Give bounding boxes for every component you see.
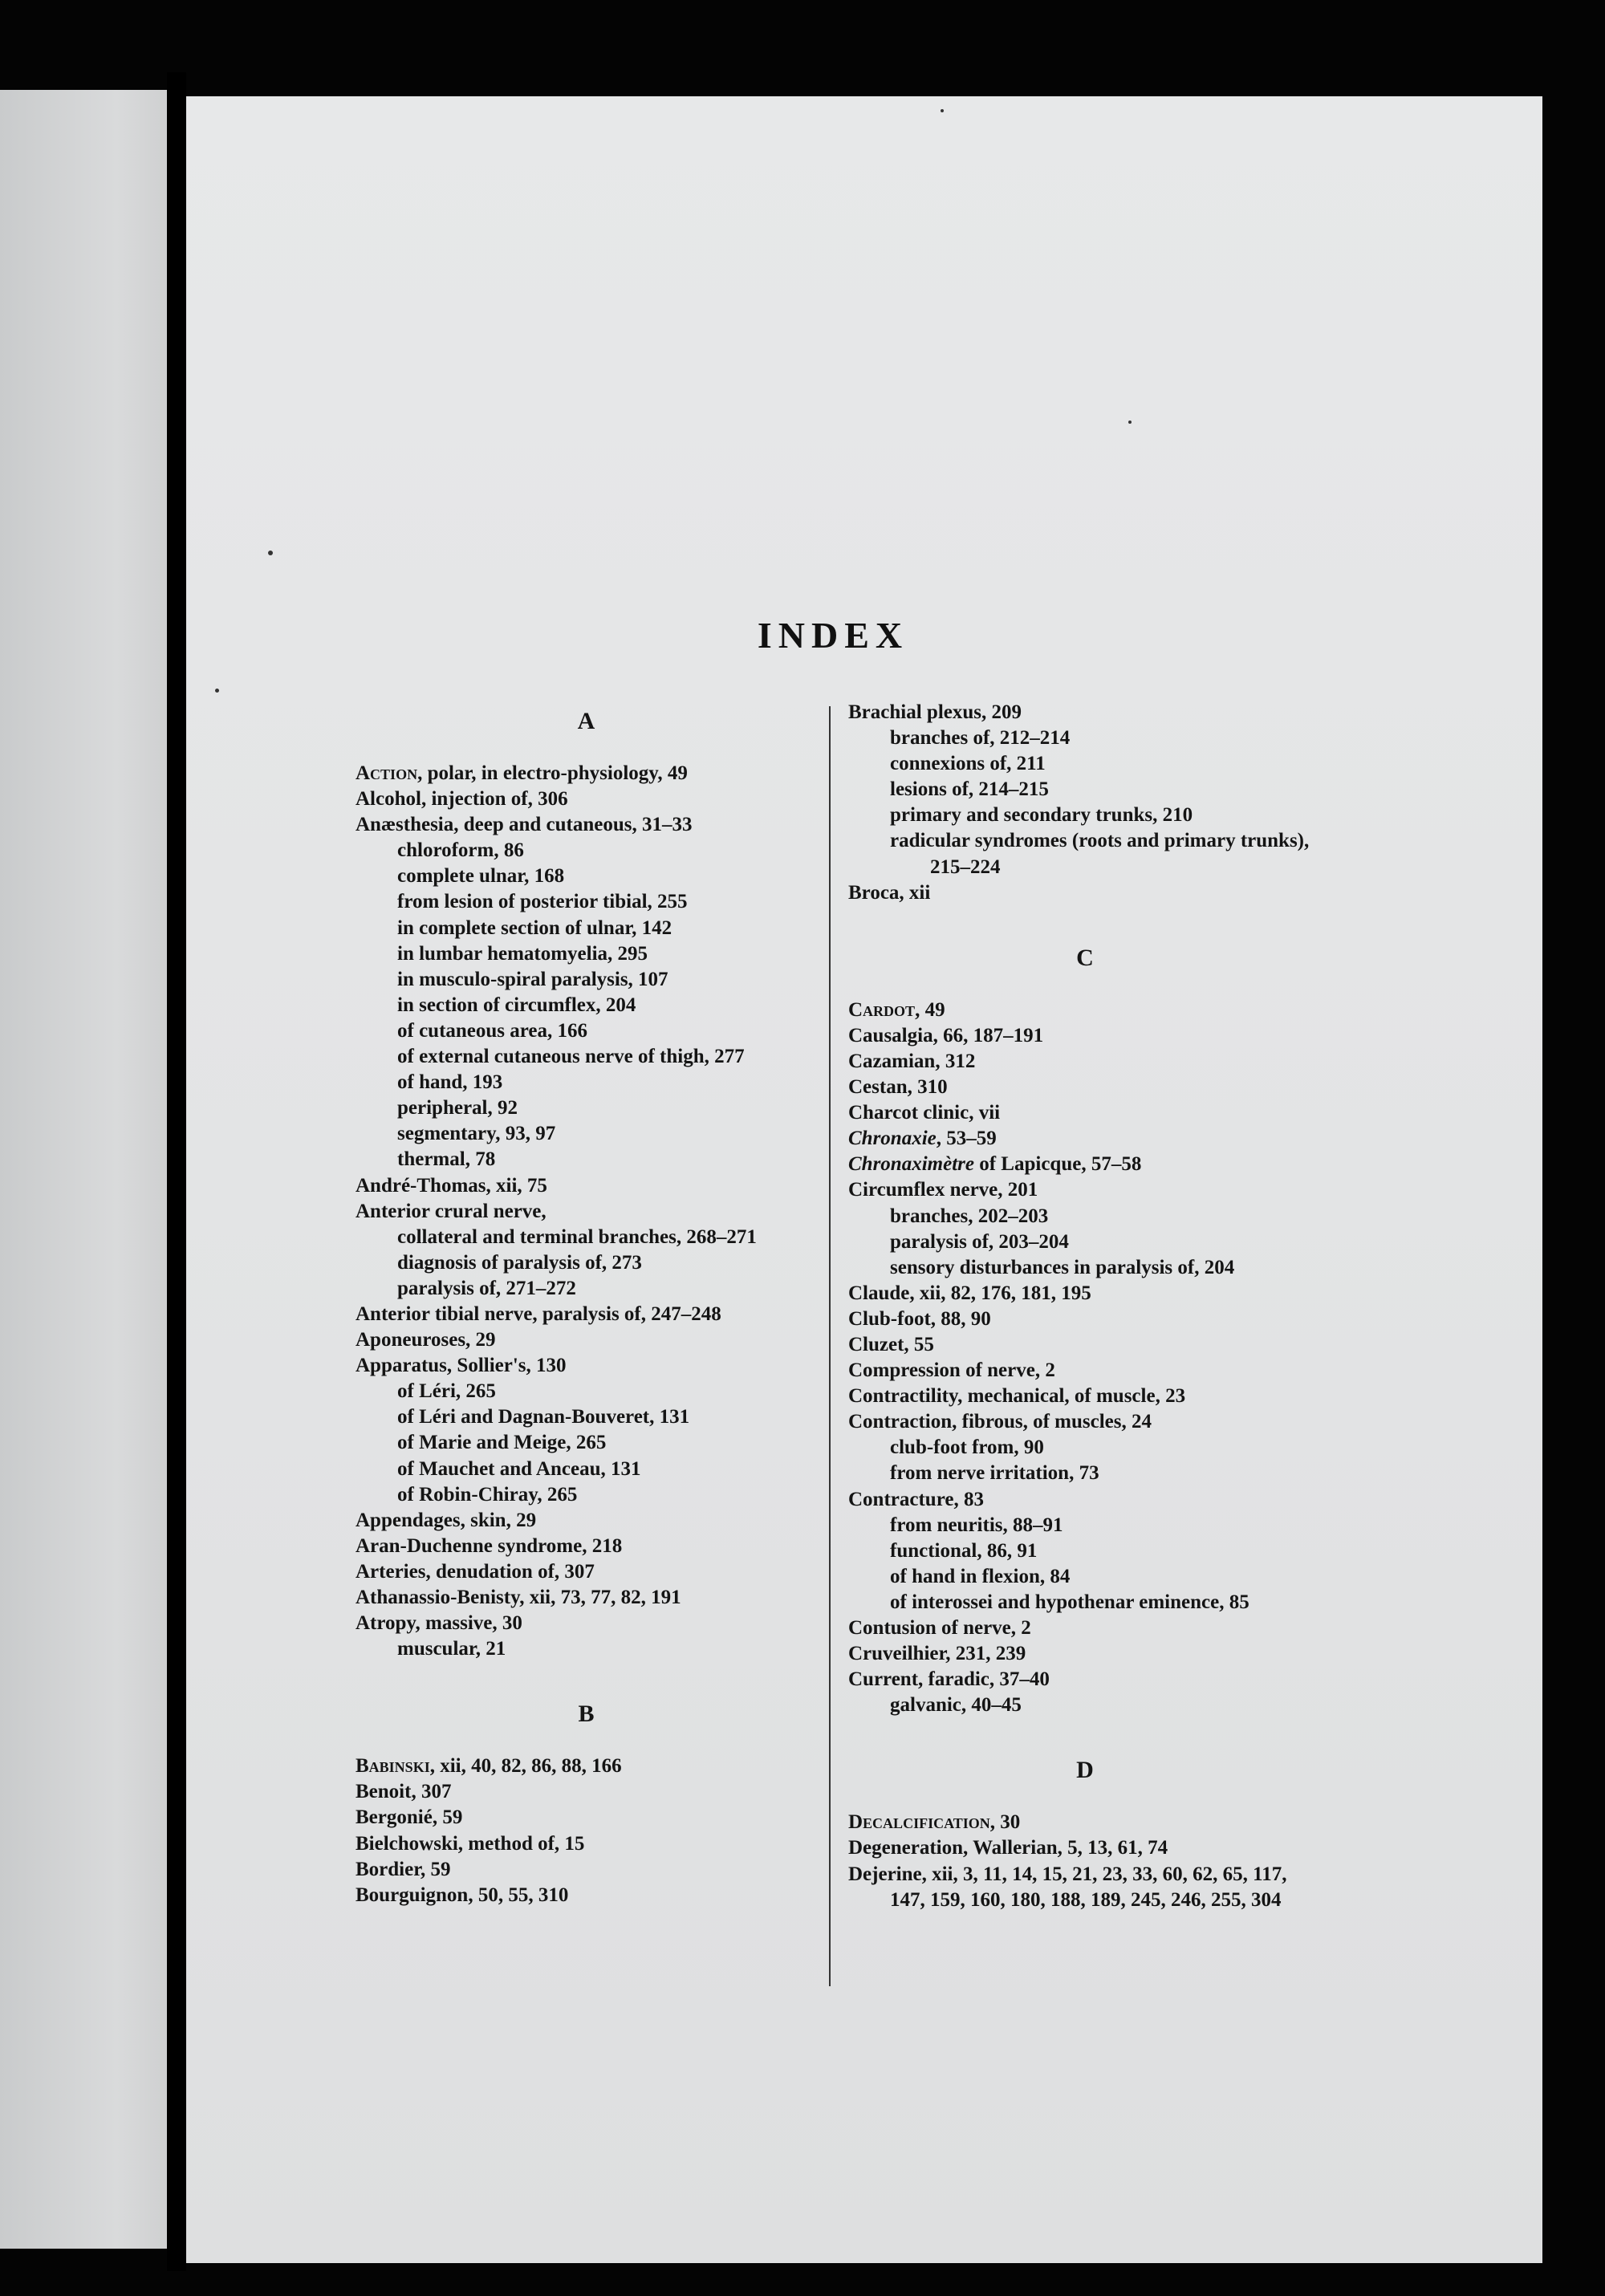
index-entry: diagnosis of paralysis of, 273: [397, 1251, 642, 1274]
index-entry: from lesion of posterior tibial, 255: [397, 891, 688, 913]
section-letter: B: [578, 1701, 595, 1728]
index-entry: of Léri and Dagnan-Bouveret, 131: [397, 1406, 690, 1428]
index-entry: Contractility, mechanical, of muscle, 23: [848, 1385, 1186, 1408]
section-letter: A: [577, 708, 595, 734]
index-entry: of hand in flexion, 84: [890, 1565, 1071, 1587]
index-entry: branches of, 212–214: [890, 727, 1071, 750]
index-entry: chloroform, 86: [397, 839, 524, 862]
index-entry: paralysis of, 271–272: [397, 1277, 576, 1299]
index-column-left: [356, 700, 817, 1908]
index-entry: Bielchowski, method of, 15: [356, 1832, 585, 1855]
page-title: INDEX: [757, 615, 909, 656]
entry-headword: Babinski: [356, 1755, 430, 1778]
index-entry: from nerve irritation, 73: [890, 1462, 1099, 1485]
index-entry: Degeneration, Wallerian, 5, 13, 61, 74: [848, 1837, 1168, 1859]
index-entry: Causalgia, 66, 187–191: [848, 1024, 1044, 1046]
index-entry: primary and secondary trunks, 210: [890, 804, 1193, 827]
entry-headword: Action: [356, 762, 418, 784]
index-entry: lesions of, 214–215: [890, 778, 1049, 801]
index-entry: Anæsthesia, deep and cutaneous, 31–33: [356, 814, 693, 836]
paper-speck: [215, 689, 219, 693]
index-entry: of cutaneous area, 166: [397, 1019, 588, 1042]
entry-italic-term: Chronaxie: [848, 1128, 937, 1150]
index-entry: Bergonié, 59: [356, 1806, 463, 1829]
index-entry: Athanassio-Benisty, xii, 73, 77, 82, 191: [356, 1587, 681, 1608]
index-entry: Anterior crural nerve,: [356, 1200, 547, 1222]
paper-speck: [941, 109, 944, 112]
entry-headword: Cardot: [848, 998, 916, 1021]
index-entry: in section of circumflex, 204: [397, 994, 636, 1016]
index-entry: Bordier, 59: [356, 1858, 451, 1880]
index-entry: of external cutaneous nerve of thigh, 277: [397, 1046, 745, 1068]
index-entry: sensory disturbances in paralysis of, 204: [890, 1256, 1235, 1278]
index-entry: functional, 86, 91: [890, 1539, 1038, 1562]
index-entry: club-foot from, 90: [890, 1437, 1044, 1459]
index-entry: Alcohol, injection of, 306: [356, 788, 568, 811]
index-entry: Benoit, 307: [356, 1781, 452, 1803]
index-entry: Atropy, massive, 30: [356, 1612, 522, 1635]
index-entry: Contracture, 83: [848, 1488, 984, 1510]
index-entry: André-Thomas, xii, 75: [356, 1174, 547, 1197]
index-entry: Claude, xii, 82, 176, 181, 195: [848, 1282, 1091, 1304]
paper-speck: [1128, 421, 1132, 424]
index-entry: Chronaximètre of Lapicque, 57–58: [848, 1153, 1142, 1176]
index-entry: Arteries, denudation of, 307: [356, 1560, 595, 1583]
index-entry: Cestan, 310: [848, 1076, 948, 1099]
index-entry: Compression of nerve, 2: [848, 1359, 1055, 1382]
index-entry: Aran-Duchenne syndrome, 218: [356, 1534, 623, 1557]
index-entry: Decalcification, 30: [848, 1811, 1021, 1834]
index-entry: in lumbar hematomyelia, 295: [397, 942, 648, 965]
index-entry: radicular syndromes (roots and primary trunks), 215–224: [890, 830, 1310, 878]
index-entry: muscular, 21: [397, 1638, 506, 1660]
section-letter: D: [1076, 1757, 1094, 1784]
index-entry: of Mauchet and Anceau, 131: [397, 1457, 641, 1480]
index-entry: Aponeuroses, 29: [356, 1329, 496, 1351]
index-entry: Appendages, skin, 29: [356, 1509, 537, 1531]
index-entry: peripheral, 92: [397, 1097, 518, 1120]
index-entry: Cluzet, 55: [848, 1333, 934, 1355]
index-entry: Chronaxie, 53–59: [848, 1128, 997, 1150]
index-entry: branches, 202–203: [890, 1205, 1049, 1227]
index-entry: collateral and terminal branches, 268–271: [397, 1225, 757, 1248]
index-entry: Cruveilhier, 231, 239: [848, 1643, 1026, 1665]
index-entry: Club-foot, 88, 90: [848, 1307, 991, 1330]
index-entry: Contusion of nerve, 2: [848, 1617, 1031, 1639]
index-entry: in complete section of ulnar, 142: [397, 916, 672, 939]
index-entry: Contraction, fibrous, of muscles, 24: [848, 1411, 1152, 1433]
index-entry: galvanic, 40–45: [890, 1694, 1022, 1717]
index-entry: Broca, xii: [848, 881, 931, 904]
index-entry: of Léri, 265: [397, 1380, 496, 1403]
index-entry: Brachial plexus, 209: [848, 701, 1022, 723]
index-entry: Charcot clinic, vii: [848, 1102, 1001, 1124]
index-entry: from neuritis, 88–91: [890, 1514, 1063, 1536]
column-divider: [829, 706, 831, 1986]
index-entry: of Marie and Meige, 265: [397, 1432, 607, 1454]
index-entry: complete ulnar, 168: [397, 865, 565, 888]
section-letter: C: [1076, 944, 1094, 971]
entry-italic-term: Chronaximètre: [848, 1153, 974, 1176]
index-entry: of interossei and hypothenar eminence, 85: [890, 1591, 1249, 1613]
index-entry: Action, polar, in electro-physiology, 49: [356, 762, 688, 784]
index-entry: paralysis of, 203–204: [890, 1230, 1069, 1253]
index-entry: Bourguignon, 50, 55, 310: [356, 1884, 569, 1906]
index-entry: Current, faradic, 37–40: [848, 1668, 1050, 1691]
index-entry: Dejerine, xii, 3, 11, 14, 15, 21, 23, 33, 60, 62, 65, 117, 147, 159, 160, 180, 188, 189, 245, 246, 255, 304: [848, 1863, 1287, 1911]
index-entry: Apparatus, Sollier's, 130: [356, 1355, 567, 1377]
entry-headword: Decalcification: [848, 1811, 990, 1834]
paper-speck: [268, 551, 273, 555]
index-entry: of Robin-Chiray, 265: [397, 1483, 578, 1506]
index-entry: in musculo-spiral paralysis, 107: [397, 968, 668, 990]
index-entry: of hand, 193: [397, 1071, 503, 1094]
index-entry: Cazamian, 312: [848, 1050, 976, 1072]
index-column-right: [848, 700, 1322, 1913]
index-entry: segmentary, 93, 97: [397, 1123, 556, 1145]
book-gutter: [167, 72, 186, 2271]
index-entry: connexions of, 211: [890, 753, 1046, 775]
index-entry: Circumflex nerve, 201: [848, 1179, 1038, 1201]
index-entry: thermal, 78: [397, 1148, 496, 1171]
index-entry: Cardot, 49: [848, 998, 945, 1021]
index-entry: Babinski, xii, 40, 82, 86, 88, 166: [356, 1755, 622, 1778]
facing-page-edge: [0, 90, 167, 2249]
index-entry: Anterior tibial nerve, paralysis of, 247–248: [356, 1302, 721, 1325]
